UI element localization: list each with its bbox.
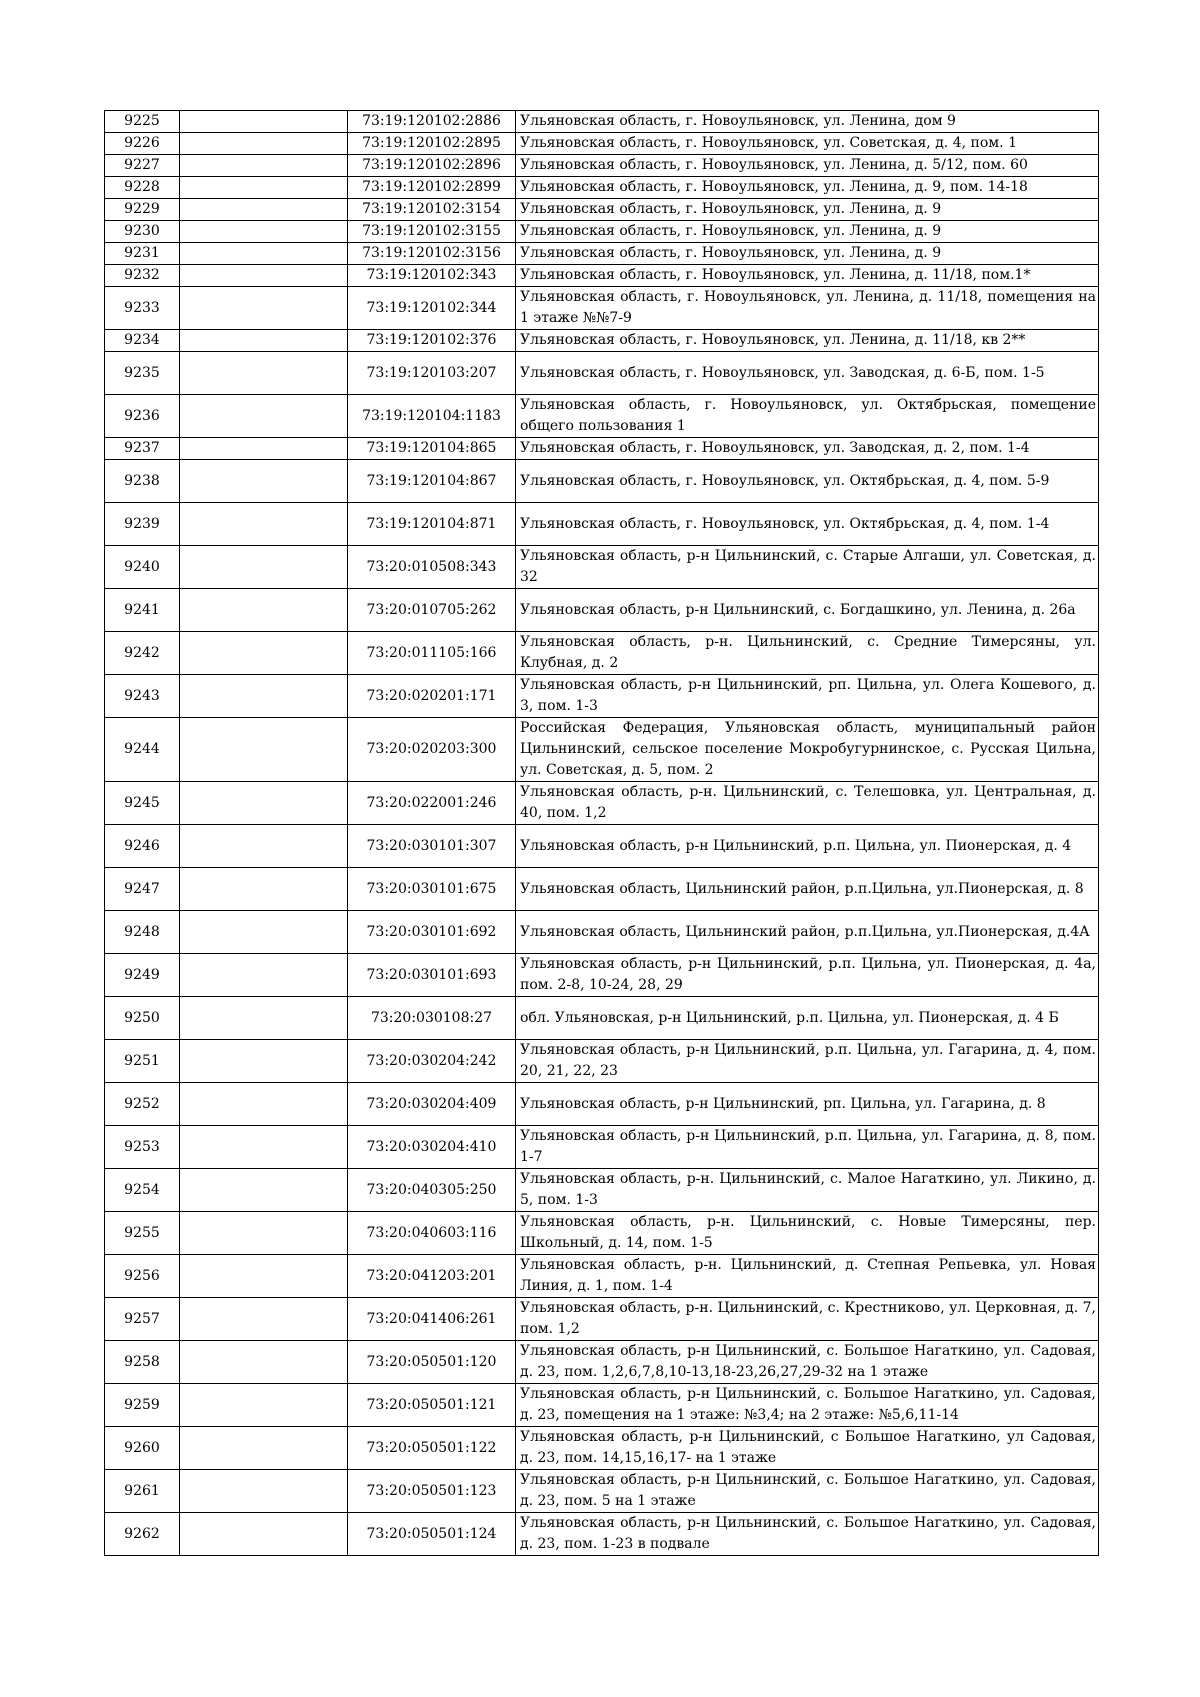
table-row: [105, 782, 1099, 825]
row-blank-cell: [180, 997, 348, 1040]
table-row: [105, 868, 1099, 911]
row-number: 9228: [105, 177, 180, 199]
row-blank-cell: [180, 155, 348, 177]
address: Ульяновская область, р-н. Цильнинский, с. Телешовка, ул. Центральная, д. 40, пом. 1,2: [516, 782, 1099, 825]
row-number: 9231: [105, 243, 180, 265]
table-body: [105, 111, 1099, 1556]
row-number: 9226: [105, 133, 180, 155]
table-row: [105, 632, 1099, 675]
address: Ульяновская область, г. Новоульяновск, ул. Ленина, д. 11/18, пом.1*: [516, 265, 1099, 287]
cadastral-number: 73:20:030204:410: [348, 1126, 516, 1169]
cadastral-number: 73:19:120103:207: [348, 352, 516, 395]
row-number: 9243: [105, 675, 180, 718]
property-table: [104, 110, 1099, 1556]
row-number: 9256: [105, 1255, 180, 1298]
table-row: [105, 675, 1099, 718]
cadastral-number: 73:19:120102:3156: [348, 243, 516, 265]
cadastral-number: 73:20:010705:262: [348, 589, 516, 632]
row-number: 9233: [105, 287, 180, 330]
cadastral-number: 73:20:011105:166: [348, 632, 516, 675]
table-row: [105, 330, 1099, 352]
address: Ульяновская область, г. Новоульяновск, ул. Ленина, д. 11/18, кв 2**: [516, 330, 1099, 352]
row-blank-cell: [180, 1341, 348, 1384]
row-number: 9230: [105, 221, 180, 243]
address: Российская Федерация, Ульяновская область, муниципальный район Цильнинский, сельское поселение Мокробугурнинское, с. Русская Цильна, ул. Советская, д. 5, пом. 2: [516, 718, 1099, 782]
table-row: [105, 954, 1099, 997]
row-blank-cell: [180, 133, 348, 155]
address: Ульяновская область, р-н Цильнинский, р.п. Цильна, ул. Пионерская, д. 4: [516, 825, 1099, 868]
table-row: [105, 1126, 1099, 1169]
address: Ульяновская область, р-н Цильнинский, р.п. Цильна, ул. Гагарина, д. 4, пом. 20, 21, 22, 23: [516, 1040, 1099, 1083]
row-blank-cell: [180, 632, 348, 675]
address: Ульяновская область, р-н. Цильнинский, с. Средние Тимерсяны, ул. Клубная, д. 2: [516, 632, 1099, 675]
row-blank-cell: [180, 589, 348, 632]
address: Ульяновская область, г. Новоульяновск, ул. Октябрьская, д. 4, пом. 1-4: [516, 503, 1099, 546]
row-blank-cell: [180, 111, 348, 133]
cadastral-number: 73:20:030101:693: [348, 954, 516, 997]
cadastral-number: 73:20:030101:675: [348, 868, 516, 911]
address: Ульяновская область, г. Новоульяновск, ул. Советская, д. 4, пом. 1: [516, 133, 1099, 155]
table-row: [105, 1427, 1099, 1470]
row-blank-cell: [180, 460, 348, 503]
address: Ульяновская область, р-н Цильнинский, с Большое Нагаткино, ул Садовая, д. 23, пом. 14,15,16,17- на 1 этаже: [516, 1427, 1099, 1470]
cadastral-number: 73:19:120102:2899: [348, 177, 516, 199]
row-number: 9261: [105, 1470, 180, 1513]
row-number: 9252: [105, 1083, 180, 1126]
row-number: 9259: [105, 1384, 180, 1427]
row-blank-cell: [180, 825, 348, 868]
row-blank-cell: [180, 911, 348, 954]
table-row: [105, 1040, 1099, 1083]
table-row: [105, 1513, 1099, 1556]
cadastral-number: 73:20:050501:123: [348, 1470, 516, 1513]
row-blank-cell: [180, 546, 348, 589]
row-number: 9237: [105, 438, 180, 460]
row-blank-cell: [180, 718, 348, 782]
address: Ульяновская область, Цильнинский район, р.п.Цильна, ул.Пионерская, д.4А: [516, 911, 1099, 954]
table-row: [105, 155, 1099, 177]
row-blank-cell: [180, 1470, 348, 1513]
address: Ульяновская область, р-н Цильнинский, с. Богдашкино, ул. Ленина, д. 26а: [516, 589, 1099, 632]
table-row: [105, 133, 1099, 155]
row-blank-cell: [180, 287, 348, 330]
table-row: [105, 352, 1099, 395]
cadastral-number: 73:19:120102:343: [348, 265, 516, 287]
address: Ульяновская область, р-н. Цильнинский, с. Малое Нагаткино, ул. Ликино, д. 5, пом. 1-3: [516, 1169, 1099, 1212]
row-number: 9225: [105, 111, 180, 133]
row-number: 9248: [105, 911, 180, 954]
row-blank-cell: [180, 395, 348, 438]
row-number: 9258: [105, 1341, 180, 1384]
cadastral-number: 73:19:120102:376: [348, 330, 516, 352]
cadastral-number: 73:19:120102:2896: [348, 155, 516, 177]
row-number: 9250: [105, 997, 180, 1040]
address: Ульяновская область, г. Новоульяновск, ул. Заводская, д. 6-Б, пом. 1-5: [516, 352, 1099, 395]
row-number: 9249: [105, 954, 180, 997]
table-row: [105, 287, 1099, 330]
row-blank-cell: [180, 503, 348, 546]
row-blank-cell: [180, 1298, 348, 1341]
address: обл. Ульяновская, р-н Цильнинский, р.п. Цильна, ул. Пионерская, д. 4 Б: [516, 997, 1099, 1040]
cadastral-number: 73:19:120102:3154: [348, 199, 516, 221]
row-blank-cell: [180, 1212, 348, 1255]
row-blank-cell: [180, 675, 348, 718]
table-row: [105, 997, 1099, 1040]
cadastral-number: 73:19:120102:3155: [348, 221, 516, 243]
address: Ульяновская область, р-н. Цильнинский, д. Степная Репьевка, ул. Новая Линия, д. 1, пом. 1-4: [516, 1255, 1099, 1298]
row-blank-cell: [180, 1427, 348, 1470]
cadastral-number: 73:19:120102:2895: [348, 133, 516, 155]
row-blank-cell: [180, 1384, 348, 1427]
row-number: 9229: [105, 199, 180, 221]
address: Ульяновская область, г. Новоульяновск, ул. Заводская, д. 2, пом. 1-4: [516, 438, 1099, 460]
cadastral-number: 73:20:022001:246: [348, 782, 516, 825]
row-number: 9255: [105, 1212, 180, 1255]
row-blank-cell: [180, 868, 348, 911]
cadastral-number: 73:20:040603:116: [348, 1212, 516, 1255]
cadastral-number: 73:20:050501:121: [348, 1384, 516, 1427]
table-row: [105, 825, 1099, 868]
address: Ульяновская область, р-н Цильнинский, рп. Цильна, ул. Олега Кошевого, д. 3, пом. 1-3: [516, 675, 1099, 718]
cadastral-number: 73:20:050501:124: [348, 1513, 516, 1556]
row-blank-cell: [180, 352, 348, 395]
row-blank-cell: [180, 330, 348, 352]
address: Ульяновская область, р-н Цильнинский, р.п. Цильна, ул. Пионерская, д. 4а, пом. 2-8, 10-24, 28, 29: [516, 954, 1099, 997]
table-row: [105, 199, 1099, 221]
address: Ульяновская область, г. Новоульяновск, ул. Ленина, д. 9: [516, 243, 1099, 265]
table-row: [105, 503, 1099, 546]
row-blank-cell: [180, 1126, 348, 1169]
row-number: 9232: [105, 265, 180, 287]
row-number: 9242: [105, 632, 180, 675]
row-blank-cell: [180, 1040, 348, 1083]
row-blank-cell: [180, 1083, 348, 1126]
address: Ульяновская область, р-н Цильнинский, с. Большое Нагаткино, ул. Садовая, д. 23, пом. 1-23 в подвале: [516, 1513, 1099, 1556]
row-blank-cell: [180, 438, 348, 460]
row-blank-cell: [180, 1169, 348, 1212]
row-blank-cell: [180, 221, 348, 243]
row-number: 9246: [105, 825, 180, 868]
row-blank-cell: [180, 1513, 348, 1556]
row-number: 9245: [105, 782, 180, 825]
row-number: 9240: [105, 546, 180, 589]
row-number: 9251: [105, 1040, 180, 1083]
address: Ульяновская область, г. Новоульяновск, ул. Ленина, д. 9: [516, 221, 1099, 243]
cadastral-number: 73:19:120104:867: [348, 460, 516, 503]
row-number: 9247: [105, 868, 180, 911]
cadastral-number: 73:20:030101:692: [348, 911, 516, 954]
address: Ульяновская область, г. Новоульяновск, ул. Октябрьская, помещение общего пользования 1: [516, 395, 1099, 438]
row-number: 9239: [105, 503, 180, 546]
row-blank-cell: [180, 265, 348, 287]
cadastral-number: 73:19:120104:871: [348, 503, 516, 546]
cadastral-number: 73:20:041203:201: [348, 1255, 516, 1298]
table-row: [105, 1169, 1099, 1212]
table-row: [105, 395, 1099, 438]
address: Ульяновская область, г. Новоульяновск, ул. Ленина, д. 11/18, помещения на 1 этаже №№7-9: [516, 287, 1099, 330]
row-number: 9241: [105, 589, 180, 632]
table-row: [105, 1083, 1099, 1126]
table-row: [105, 1298, 1099, 1341]
row-number: 9234: [105, 330, 180, 352]
table-row: [105, 221, 1099, 243]
cadastral-number: 73:20:041406:261: [348, 1298, 516, 1341]
cadastral-number: 73:20:010508:343: [348, 546, 516, 589]
address: Ульяновская область, р-н Цильнинский, р.п. Цильна, ул. Гагарина, д. 8, пом. 1-7: [516, 1126, 1099, 1169]
table-row: [105, 911, 1099, 954]
cadastral-number: 73:20:030108:27: [348, 997, 516, 1040]
address: Ульяновская область, р-н Цильнинский, с. Старые Алгаши, ул. Советская, д. 32: [516, 546, 1099, 589]
row-number: 9253: [105, 1126, 180, 1169]
cadastral-number: 73:20:040305:250: [348, 1169, 516, 1212]
table-row: [105, 243, 1099, 265]
cadastral-number: 73:19:120104:865: [348, 438, 516, 460]
row-blank-cell: [180, 177, 348, 199]
address: Ульяновская область, р-н Цильнинский, с. Большое Нагаткино, ул. Садовая, д. 23, пом. 1,2,6,7,8,10-13,18-23,26,27,29-32 на 1 этаже: [516, 1341, 1099, 1384]
row-number: 9236: [105, 395, 180, 438]
table-row: [105, 1341, 1099, 1384]
address: Ульяновская область, р-н. Цильнинский, с. Крестниково, ул. Церковная, д. 7, пом. 1,2: [516, 1298, 1099, 1341]
table-row: [105, 1384, 1099, 1427]
row-number: 9262: [105, 1513, 180, 1556]
table-row: [105, 438, 1099, 460]
row-number: 9260: [105, 1427, 180, 1470]
row-blank-cell: [180, 1255, 348, 1298]
table-row: [105, 1255, 1099, 1298]
cadastral-number: 73:20:050501:120: [348, 1341, 516, 1384]
row-blank-cell: [180, 199, 348, 221]
row-number: 9257: [105, 1298, 180, 1341]
cadastral-number: 73:20:030204:242: [348, 1040, 516, 1083]
cadastral-number: 73:20:030101:307: [348, 825, 516, 868]
address: Ульяновская область, Цильнинский район, р.п.Цильна, ул.Пионерская, д. 8: [516, 868, 1099, 911]
table-row: [105, 265, 1099, 287]
address: Ульяновская область, р-н. Цильнинский, с. Новые Тимерсяны, пер. Школьный, д. 14, пом. 1-5: [516, 1212, 1099, 1255]
cadastral-number: 73:20:020203:300: [348, 718, 516, 782]
address: Ульяновская область, р-н Цильнинский, с. Большое Нагаткино, ул. Садовая, д. 23, помещения на 1 этаже: №3,4; на 2 этаже: №5,6,11-14: [516, 1384, 1099, 1427]
table-row: [105, 589, 1099, 632]
address: Ульяновская область, г. Новоульяновск, ул. Ленина, дом 9: [516, 111, 1099, 133]
cadastral-number: 73:19:120102:344: [348, 287, 516, 330]
row-blank-cell: [180, 954, 348, 997]
row-number: 9254: [105, 1169, 180, 1212]
table-row: [105, 546, 1099, 589]
address: Ульяновская область, г. Новоульяновск, ул. Ленина, д. 9, пом. 14-18: [516, 177, 1099, 199]
cadastral-number: 73:20:030204:409: [348, 1083, 516, 1126]
cadastral-number: 73:19:120104:1183: [348, 395, 516, 438]
cadastral-number: 73:19:120102:2886: [348, 111, 516, 133]
row-number: 9227: [105, 155, 180, 177]
table-row: [105, 1470, 1099, 1513]
cadastral-number: 73:20:020201:171: [348, 675, 516, 718]
row-blank-cell: [180, 243, 348, 265]
address: Ульяновская область, р-н Цильнинский, с. Большое Нагаткино, ул. Садовая, д. 23, пом. 5 на 1 этаже: [516, 1470, 1099, 1513]
address: Ульяновская область, р-н Цильнинский, рп. Цильна, ул. Гагарина, д. 8: [516, 1083, 1099, 1126]
cadastral-number: 73:20:050501:122: [348, 1427, 516, 1470]
row-blank-cell: [180, 782, 348, 825]
row-number: 9235: [105, 352, 180, 395]
row-number: 9244: [105, 718, 180, 782]
table-row: [105, 460, 1099, 503]
table-row: [105, 177, 1099, 199]
address: Ульяновская область, г. Новоульяновск, ул. Ленина, д. 9: [516, 199, 1099, 221]
table-row: [105, 111, 1099, 133]
table-row: [105, 718, 1099, 782]
address: Ульяновская область, г. Новоульяновск, ул. Ленина, д. 5/12, пом. 60: [516, 155, 1099, 177]
row-number: 9238: [105, 460, 180, 503]
address: Ульяновская область, г. Новоульяновск, ул. Октябрьская, д. 4, пом. 5-9: [516, 460, 1099, 503]
table-row: [105, 1212, 1099, 1255]
